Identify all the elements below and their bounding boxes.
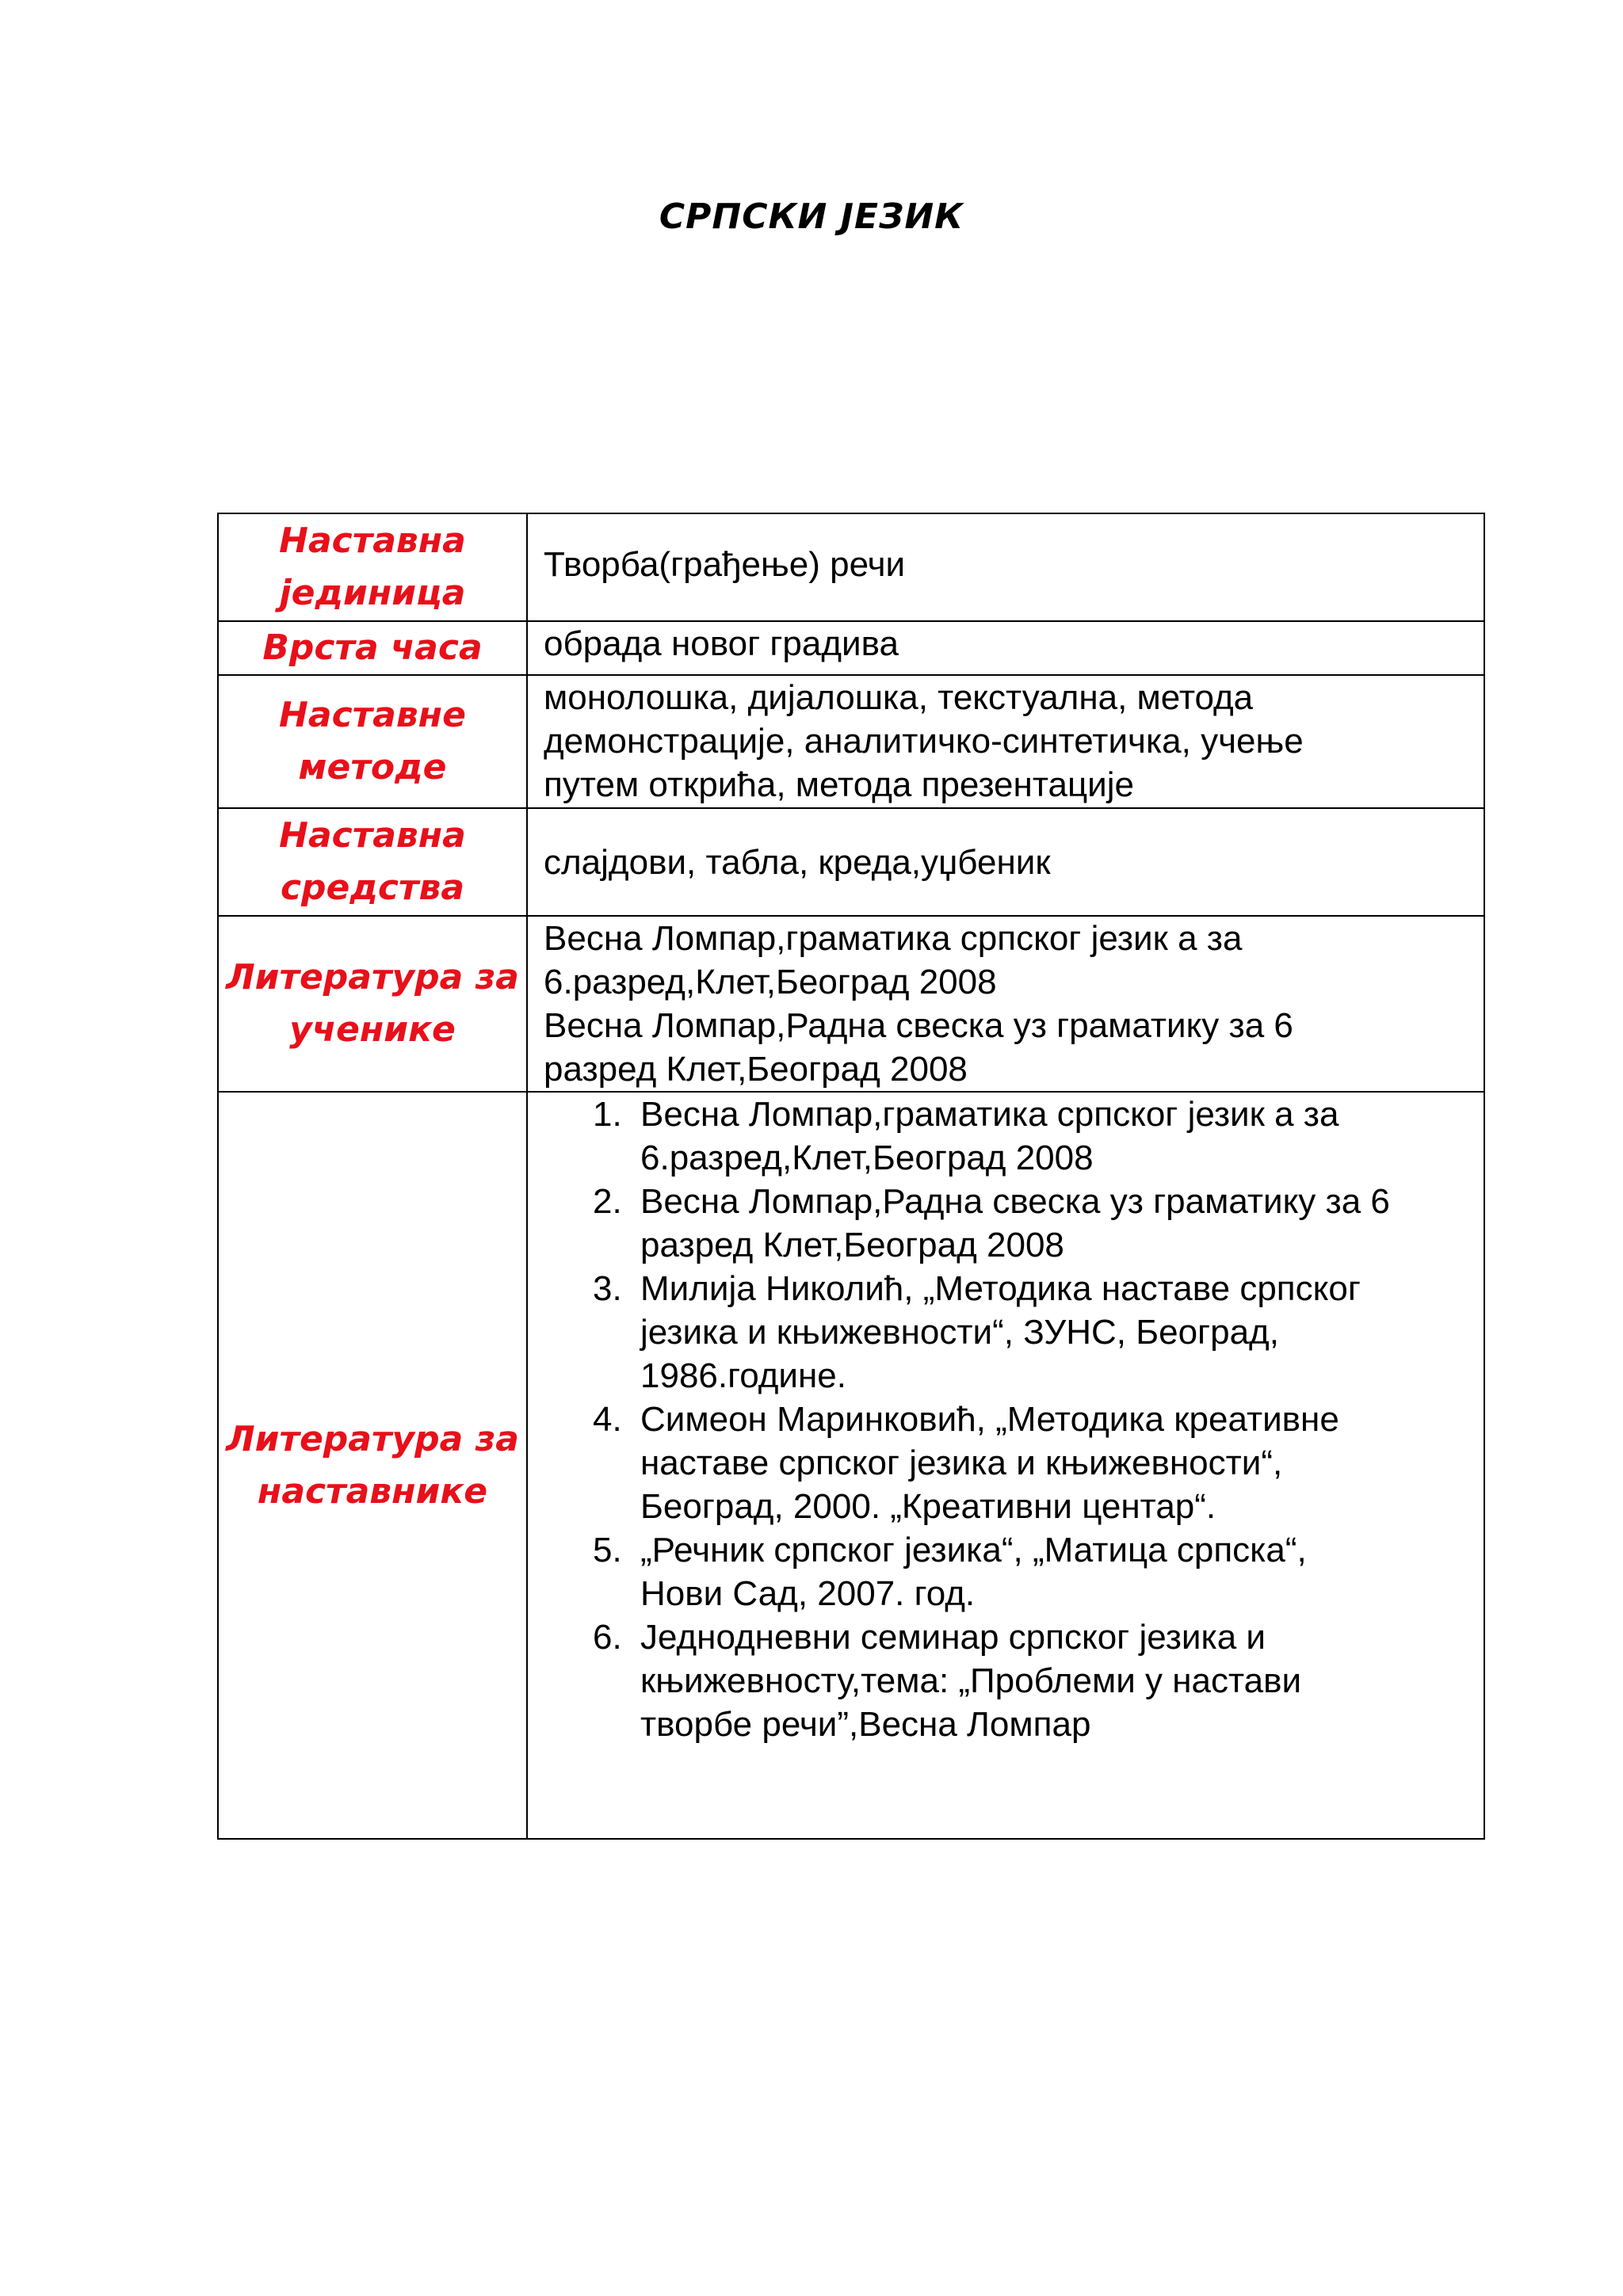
value-teaching-methods [527,675,1484,808]
label-line: ученике [289,1009,456,1050]
value-line: Весна Ломпар,граматика српског језик а за [640,1095,1339,1134]
value-line: 6.разред,Клет,Београд 2008 [640,1138,1094,1177]
label-line: Наставна [279,815,466,856]
value-student-literature [527,916,1484,1092]
label-line: Наставна [279,521,466,561]
label-line: Литература за [226,1418,519,1459]
list-item-number: 3. [593,1269,622,1308]
lesson-plan-table [217,513,1485,1840]
value-teacher-literature [527,1092,1484,1839]
value-line: Нови Сад, 2007. год. [640,1574,976,1613]
label-teacher-literature [218,1092,527,1839]
label-line: јединица [279,573,466,613]
value-line: творбе речи”,Весна Ломпар [640,1705,1091,1744]
value-line: обрада новог градива [544,624,899,663]
table-row-teaching-unit [218,513,1484,621]
value-line: Весна Ломпар,граматика српског језик а за [544,919,1243,958]
value-line: демонстрације, аналитичко-синтетичка, учење [544,722,1304,761]
list-item-number: 1. [593,1095,622,1134]
value-line: језика и књижевности“, ЗУНС, Београд, [640,1313,1279,1352]
value-teaching-unit [527,513,1484,621]
table-row-student-literature [218,916,1484,1092]
list-item [528,1093,1472,1180]
value-line: Симеон Маринковић, „Методика креативне [640,1400,1339,1439]
value-line: „Речник српског језика“, „Матица српска“, [640,1531,1307,1569]
value-line: 6.разред,Клет,Београд 2008 [544,963,997,1001]
value-line: књижевносту,тема: „Проблеми у настави [640,1661,1302,1700]
label-line: средства [280,868,465,908]
label-line: Литература за [226,957,519,997]
value-line: Весна Ломпар,Радна свеска уз граматику за 6 [544,1006,1293,1045]
value-line: разред Клет,Београд 2008 [544,1050,968,1089]
label-line: Врста часа [262,627,483,668]
label-lesson-type [218,621,527,675]
list-item [528,1180,1472,1267]
value-line: разред Клет,Београд 2008 [640,1226,1064,1264]
label-teaching-methods [218,675,527,808]
value-line: Једнодневни семинар српског језика и [640,1618,1266,1657]
table-row-teaching-methods [218,675,1484,808]
label-teaching-aids [218,808,527,916]
label-line: Наставне [279,695,466,735]
label-student-literature [218,916,527,1092]
label-line: наставнике [257,1470,488,1512]
table-row-teacher-literature [218,1092,1484,1839]
value-teaching-aids [527,808,1484,916]
value-lesson-type [527,621,1484,675]
value-line: путем открића, метода презентације [544,765,1134,804]
page-title: СРПСКИ ЈЕЗИК [659,196,964,237]
list-item-number: 6. [593,1618,622,1657]
teacher-literature-list [528,1093,1472,1746]
table-row-lesson-type [218,621,1484,675]
value-line: Весна Ломпар,Радна свеска уз граматику за 6 [640,1182,1390,1221]
value-line: монолошка, дијалошка, текстуална, метода [544,678,1254,717]
value-line: наставе српског језика и књижевности“, [640,1444,1283,1482]
list-item-number: 5. [593,1531,622,1569]
list-item-number: 2. [593,1182,622,1221]
table-row-teaching-aids [218,808,1484,916]
value-line: Творба(грађење) речи [544,545,906,584]
value-line: Милија Николић, „Методика наставе српског [640,1269,1361,1308]
label-line: методе [298,747,447,788]
list-item [528,1615,1472,1746]
value-line: 1986.године. [640,1356,846,1395]
label-teaching-unit [218,513,527,621]
value-line: Београд, 2000. „Креативни центар“. [640,1487,1216,1526]
value-line: слајдови, табла, креда,уџбеник [544,842,1051,882]
list-item [528,1398,1472,1528]
list-item-number: 4. [593,1400,622,1439]
list-item [528,1267,1472,1398]
list-item [528,1528,1472,1615]
